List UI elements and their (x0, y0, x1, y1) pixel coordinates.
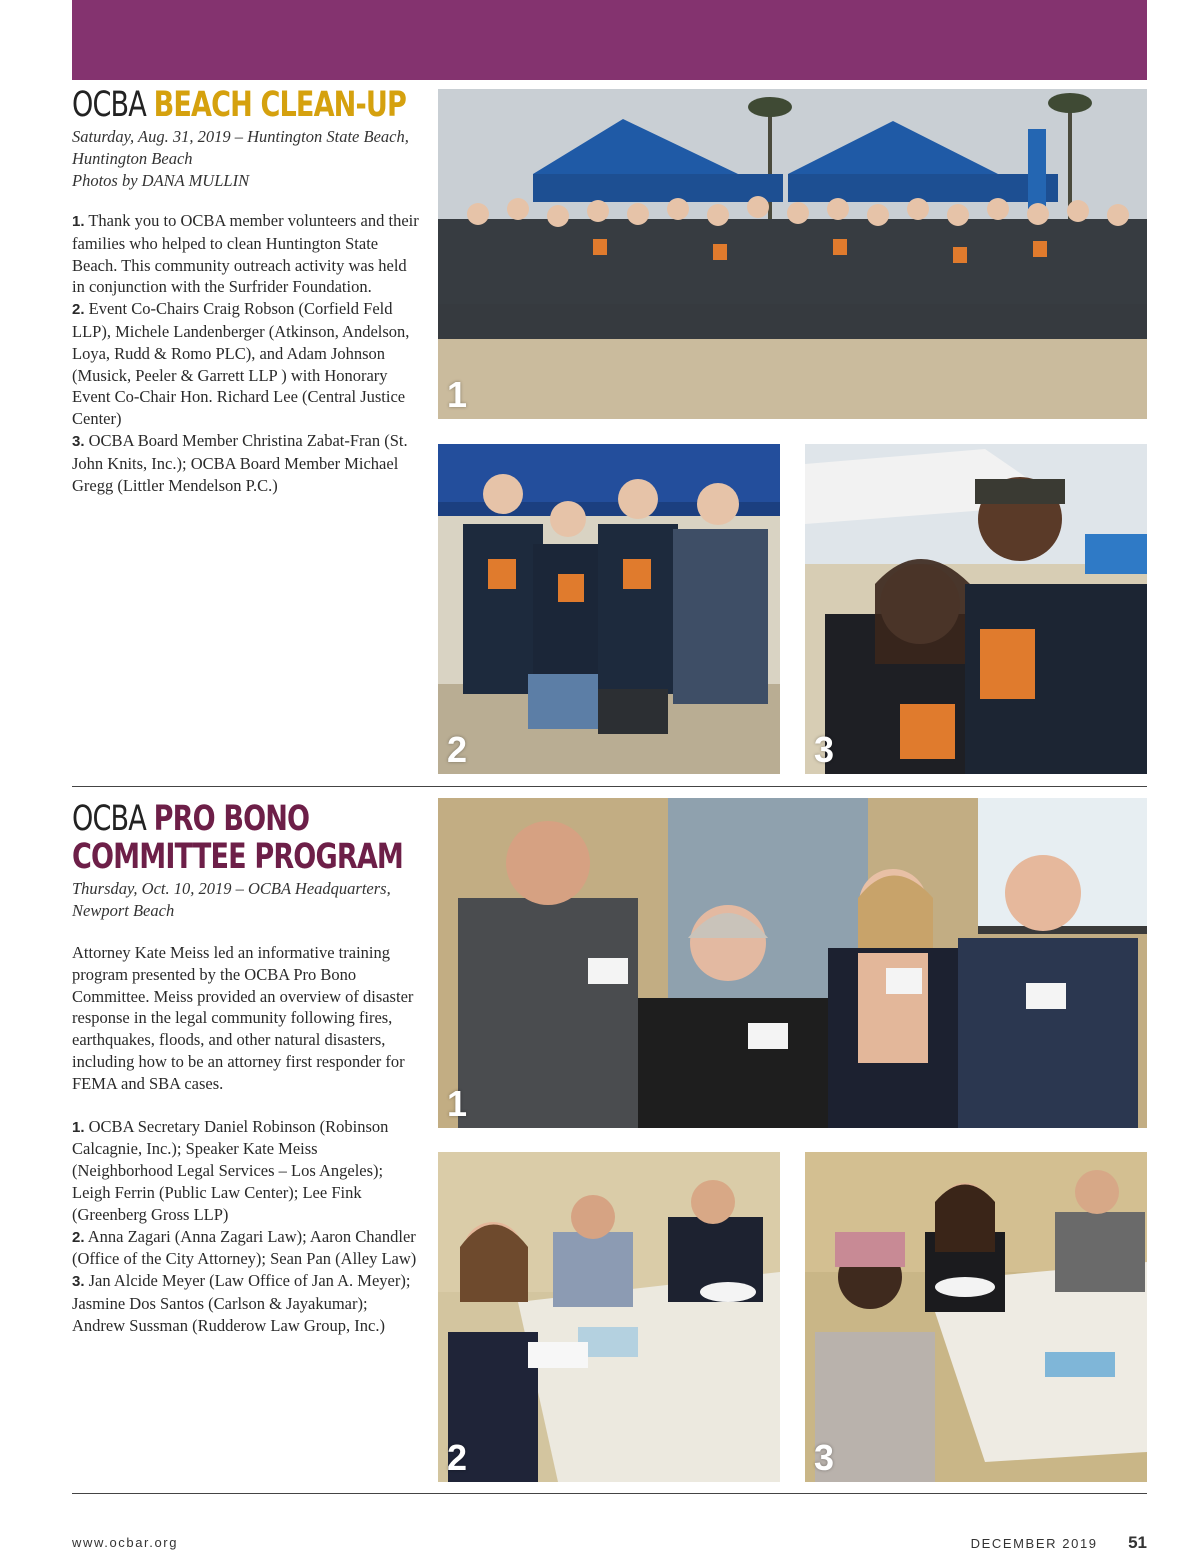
caption-number: 3. (72, 432, 85, 450)
beach-board-members-photo-image (805, 444, 1147, 774)
title-prefix: OCBA (72, 799, 146, 839)
beach-co-chairs-photo-image (438, 444, 780, 774)
title-accent: BEACH CLEAN-UP (153, 85, 406, 125)
photo-number: 1 (447, 1083, 468, 1124)
caption-text: OCBA Board Member Christina Zabat-Fran (St. John Knits, Inc.); OCBA Board Member Michael Gregg (Littler Mendelson P.C.) (72, 430, 408, 495)
caption-number: 3. (72, 1273, 85, 1291)
caption-1 (72, 210, 422, 298)
pro-bono-speaker-group-image (438, 798, 1147, 1128)
photo-number: 1 (447, 374, 468, 415)
beach-cleanup-title (72, 86, 425, 124)
caption-number: 2. (72, 1228, 85, 1246)
title-prefix: OCBA (72, 85, 146, 125)
beach-photo-3 (805, 444, 1147, 774)
pro-bono-table-group-2-image (805, 1152, 1147, 1482)
title-accent-line1: PRO BONO (153, 799, 310, 839)
beach-photo-2 (438, 444, 780, 774)
caption-3 (72, 430, 422, 496)
pro-bono-photo-1 (438, 798, 1147, 1128)
title-accent-line2: COMMITTEE PROGRAM (72, 837, 404, 877)
pro-bono-photo-3 (805, 1152, 1147, 1482)
photo-number: 3 (814, 729, 835, 770)
beach-cleanup-article (72, 86, 422, 496)
caption-text: Event Co-Chairs Craig Robson (Corfield Feld LLP), Michele Landenberger (Atkinson, Andelson, Loya, Rudd & Romo PLC), and Adam Johnson (Musick, Peeler & Garrett LLP ) with Honorary Event Co-Chair Hon. Richard Lee (Central Justice Center) (72, 299, 410, 429)
pro-bono-article (72, 800, 422, 1337)
pro-bono-table-group-image (438, 1152, 780, 1482)
issue-date: DECEMBER 2019 (970, 1536, 1098, 1551)
caption-2 (72, 298, 422, 430)
section-divider (72, 786, 1147, 787)
event-date: Thursday, Oct. 10, 2019 – OCBA Headquarters, Newport Beach (72, 879, 391, 920)
caption-text: Jan Alcide Meyer (Law Office of Jan A. Meyer); Jasmine Dos Santos (Carlson & Jayakumar); Andrew Sussman (Rudderow Law Group, Inc.) (72, 1271, 411, 1335)
caption-1 (72, 1116, 422, 1226)
beach-group-photo-image (438, 89, 1147, 419)
caption-text: OCBA Secretary Daniel Robinson (Robinson Calcagnie, Inc.); Speaker Kate Meiss (Neighborhood Legal Services – Los Angeles); Leigh Ferrin (Public Law Center); Lee Fink (Greenberg Gross LLP) (72, 1116, 389, 1224)
header-banner (72, 0, 1147, 80)
page-number: 51 (1128, 1533, 1147, 1552)
beach-photo-1 (438, 89, 1147, 419)
footer-issue-info (971, 1533, 1147, 1553)
photo-number: 2 (447, 1437, 468, 1478)
caption-text: Anna Zagari (Anna Zagari Law); Aaron Chandler (Office of the City Attorney); Sean Pan (Alley Law) (72, 1226, 417, 1269)
footer-divider (72, 1493, 1147, 1494)
footer-url: www.ocbar.org (72, 1535, 179, 1550)
photo-credit: Photos by DANA MULLIN (72, 171, 250, 190)
caption-number: 1. (72, 1118, 85, 1136)
caption-2 (72, 1226, 422, 1271)
article-intro: Attorney Kate Meiss led an informative training program presented by the OCBA Pro Bono Committee. Meiss provided an overview of disaster response in the legal community following fires, earthquakes, floods, and other natural disasters, including how to be an attorney first responder for FEMA and SBA cases. (72, 943, 414, 1093)
pro-bono-title (72, 800, 425, 876)
caption-number: 1. (72, 213, 85, 230)
event-date: Saturday, Aug. 31, 2019 – Huntington State Beach, Huntington Beach (72, 127, 409, 168)
caption-3 (72, 1270, 422, 1336)
pro-bono-photo-2 (438, 1152, 780, 1482)
photo-number: 2 (447, 729, 468, 770)
caption-text: Thank you to OCBA member volunteers and their families who helped to clean Huntington State Beach. This community outreach activity was held in conjunction with the Surfrider Foundation. (72, 211, 419, 297)
caption-number: 2. (72, 301, 85, 319)
photo-number: 3 (814, 1437, 835, 1478)
